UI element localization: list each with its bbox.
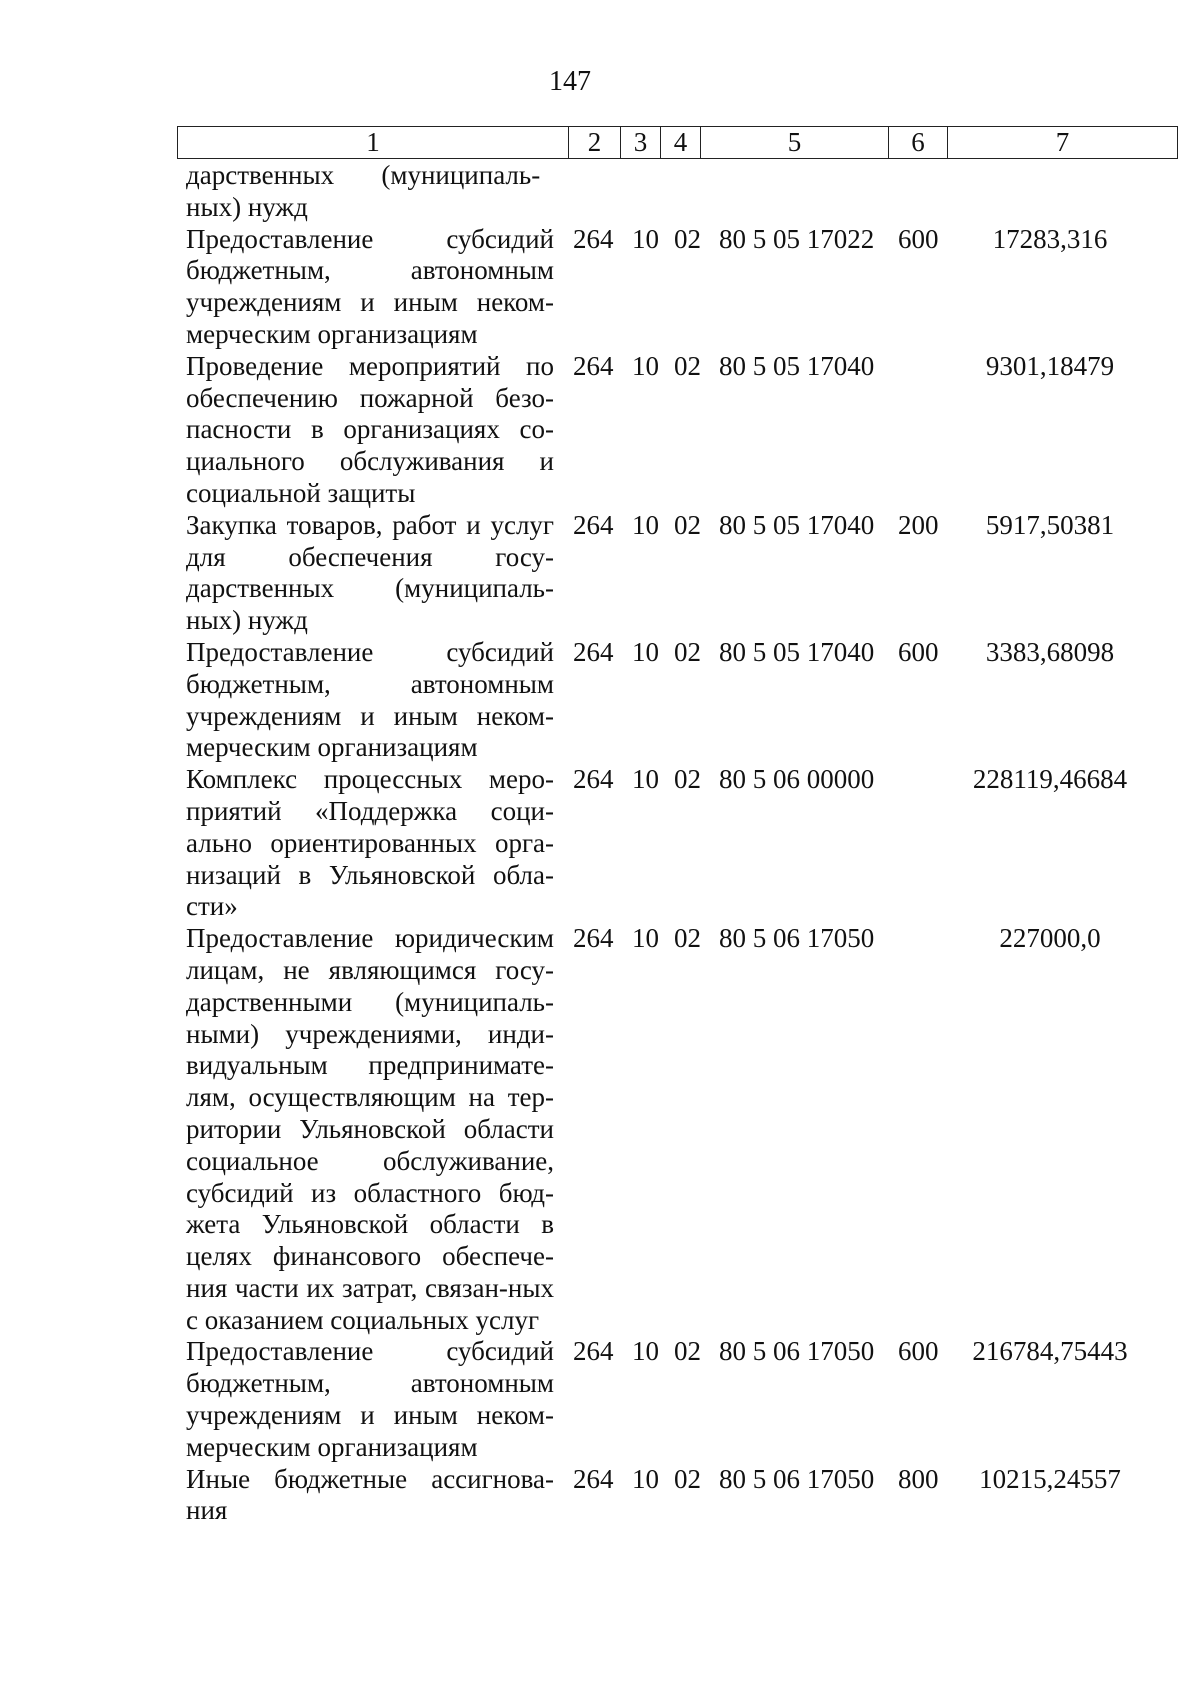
row-target-code: 80 5 06 17050 <box>719 923 875 954</box>
row-target-code: 80 5 05 17022 <box>719 223 875 254</box>
row-amount: 5917,50381 <box>985 509 1115 540</box>
row-target-code: 80 5 05 17040 <box>719 636 875 667</box>
row-subsection: 02 <box>674 509 701 540</box>
row-description: Предоставление юридическим лицам, не являющимся госу-дарственными (муниципаль-ными) учреждениями, инди-видуальным предпринимате-лям, осуществляющим на тер-ритории Ульяновской области социальное обслуживание, субсидий из областного бюд-жета Ульяновской области в целях финансового обеспече-ния части их затрат, связан-ных с оказанием социальных услуг <box>186 923 554 1335</box>
header-col-7: 7 <box>948 127 1178 159</box>
table-header <box>177 126 1178 159</box>
row-subsection: 02 <box>674 923 701 954</box>
row-section: 10 <box>632 1336 659 1367</box>
page-number: 147 <box>549 66 591 97</box>
row-description: Иные бюджетные ассигнова-ния <box>186 1463 554 1526</box>
row-target-code: 80 5 06 17050 <box>719 1463 875 1494</box>
header-col-2: 2 <box>569 127 621 159</box>
row-admin-code: 264 <box>573 636 614 667</box>
row-admin-code: 264 <box>573 923 614 954</box>
header-col-3: 3 <box>621 127 661 159</box>
header-col-1: 1 <box>178 127 569 159</box>
row-description: Закупка товаров, работ и услуг для обеспечения госу-дарственных (муниципаль-ных) нужд <box>186 509 554 636</box>
row-expense-type: 600 <box>898 636 939 667</box>
table-body <box>0 160 1200 1527</box>
row-section: 10 <box>632 509 659 540</box>
row-subsection: 02 <box>674 350 701 381</box>
row-section: 10 <box>632 350 659 381</box>
table-row <box>0 1464 1200 1528</box>
row-amount: 227000,0 <box>999 923 1101 954</box>
row-subsection: 02 <box>674 1463 701 1494</box>
table-row <box>0 764 1200 923</box>
row-section: 10 <box>632 223 659 254</box>
row-admin-code: 264 <box>573 223 614 254</box>
row-section: 10 <box>632 764 659 795</box>
header-col-4: 4 <box>661 127 701 159</box>
row-section: 10 <box>632 923 659 954</box>
row-description: Предоставление субсидий бюджетным, автономным учреждениям и иным неком-мерческим организациям <box>186 1336 554 1462</box>
row-admin-code: 264 <box>573 509 614 540</box>
row-admin-code: 264 <box>573 350 614 381</box>
table-row <box>0 1336 1200 1463</box>
row-description: Предоставление субсидий бюджетным, автономным учреждениям и иным неком-мерческим организациям <box>186 223 554 349</box>
row-amount: 9301,18479 <box>985 350 1115 381</box>
row-amount: 10215,24557 <box>979 1463 1121 1494</box>
row-section: 10 <box>632 1463 659 1494</box>
row-amount: 216784,75443 <box>972 1336 1128 1367</box>
row-target-code: 80 5 05 17040 <box>719 350 875 381</box>
row-target-code: 80 5 05 17040 <box>719 509 875 540</box>
row-subsection: 02 <box>674 1336 701 1367</box>
table-row <box>0 351 1200 510</box>
row-amount: 228119,46684 <box>972 764 1128 795</box>
table-row <box>0 923 1200 1336</box>
row-amount: 17283,316 <box>992 223 1108 254</box>
row-subsection: 02 <box>674 636 701 667</box>
row-expense-type: 600 <box>898 223 939 254</box>
table-row <box>0 224 1200 351</box>
row-target-code: 80 5 06 17050 <box>719 1336 875 1367</box>
row-amount: 3383,68098 <box>985 636 1115 667</box>
header-col-6: 6 <box>889 127 948 159</box>
header-col-5: 5 <box>701 127 889 159</box>
row-description: Проведение мероприятий по обеспечению пожарной безо-пасности в организациях со-циального обслуживания и социальной защиты <box>186 350 554 508</box>
row-description: дарственных (муниципаль- ных) нужд <box>186 160 541 222</box>
row-section: 10 <box>632 636 659 667</box>
row-description: Предоставление субсидий бюджетным, автономным учреждениям и иным неком-мерческим организациям <box>186 636 554 763</box>
row-expense-type: 800 <box>898 1463 939 1494</box>
row-admin-code: 264 <box>573 1336 614 1367</box>
row-expense-type: 600 <box>898 1336 939 1367</box>
row-subsection: 02 <box>674 223 701 254</box>
table-row <box>0 637 1200 764</box>
row-expense-type: 200 <box>898 509 939 540</box>
row-admin-code: 264 <box>573 1463 614 1494</box>
row-admin-code: 264 <box>573 764 614 795</box>
row-subsection: 02 <box>674 764 701 795</box>
row-target-code: 80 5 06 00000 <box>719 764 875 795</box>
table-row <box>0 510 1200 637</box>
table-row <box>0 160 1200 224</box>
row-description: Комплекс процессных меро-приятий «Поддержка соци-ально ориентированных орга-низаций в Ульяновской обла-сти» <box>186 764 554 922</box>
